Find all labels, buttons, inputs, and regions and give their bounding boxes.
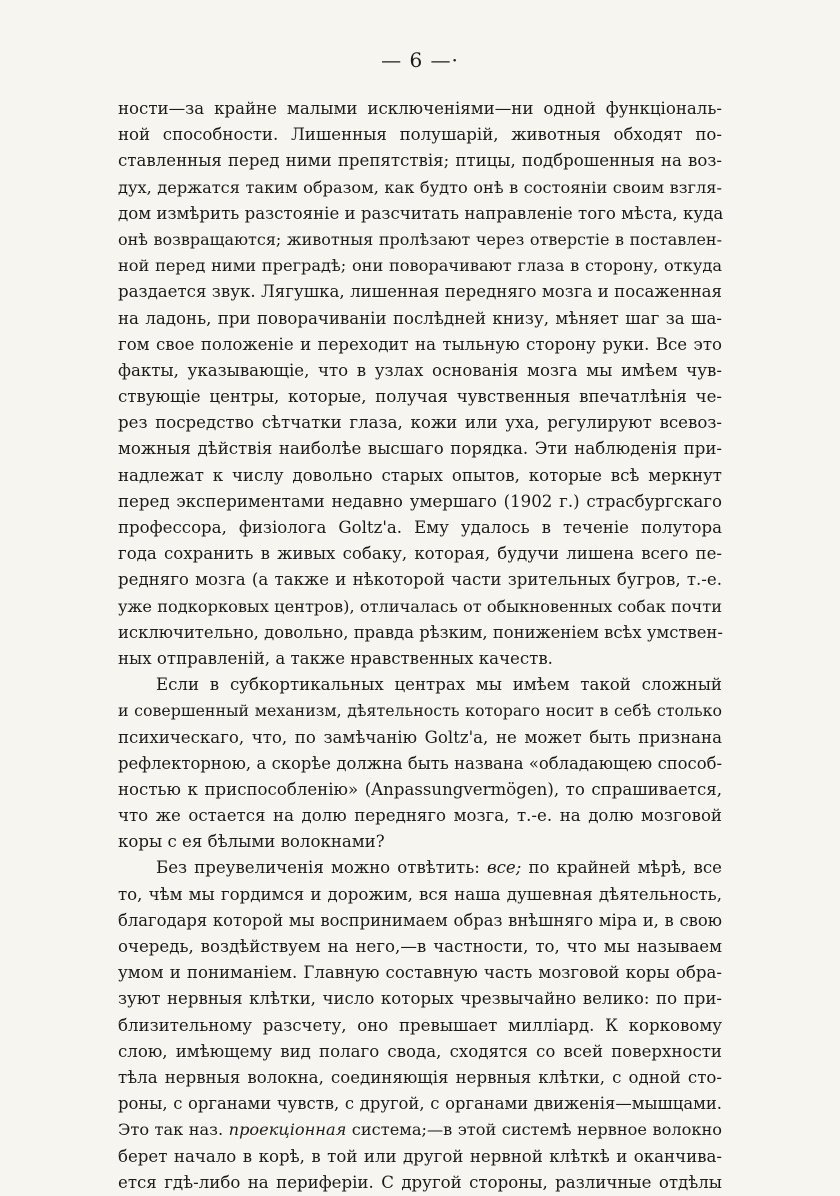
text-line: и совершенный механизм, дѣятельность котораго носит в себѣ столько: [118, 701, 722, 721]
text-line: тѣла нервныя волокна, соединяющія нервныя клѣтки, с одной сто-: [118, 1067, 722, 1087]
text-line: факты, указывающіе, что в узлах основанія мозга мы имѣем чув-: [118, 360, 722, 380]
italic-emphasis: все;: [486, 858, 522, 878]
text-line: редняго мозга (а также и нѣкоторой части зрительных бугров, т.-е.: [118, 570, 722, 590]
text-line: ется гдѣ-либо на периферіи. С другой стороны, различные отдѣлы: [118, 1172, 722, 1192]
italic-emphasis: проекціонная: [228, 1120, 347, 1140]
text-line: психическаго, что, по замѣчанію Goltz'a, не может быть признана: [118, 727, 722, 747]
text-line: коры с ея бѣлыми волокнами?: [118, 832, 385, 852]
text-line: перед экспериментами недавно умершаго (1902 г.) страсбургскаго: [118, 491, 722, 511]
text-line: [118, 1117, 722, 1143]
text-line: профессора, физіолога Goltz'a. Ему удалось в теченіе полутора: [118, 518, 722, 537]
text-line: можныя дѣйствія наиболѣе высшаго порядка. Эти наблюденія при-: [118, 439, 722, 459]
text-line: близительному разсчету, оно превышает милліард. К корковому: [118, 1015, 722, 1035]
text-line: ной способности. Лишенныя полушарій, животныя обходят по-: [118, 125, 722, 145]
text-line: ставленныя перед ними препятствія; птицы, подброшенныя на воз-: [118, 151, 722, 171]
text-line: ной перед ними преградѣ; они поворачивают глаза в сторону, откуда: [118, 256, 722, 276]
page-number: — 6 —·: [381, 48, 459, 72]
text-line: роны, с органами чувств, с другой, с органами движенія—мышцами.: [118, 1094, 722, 1114]
text-line: ствующіе центры, которые, получая чувственныя впечатлѣнія че-: [118, 387, 722, 407]
text-line: ности—за крайне малыми исключеніями—ни одной функціональ-: [118, 99, 722, 118]
body-text: [118, 96, 722, 1196]
text-line: исключительно, довольно, правда рѣзким, пониженіем всѣх умствен-: [118, 622, 723, 642]
text-line: надлежат к числу довольно старых опытов, которые всѣ меркнут: [118, 465, 722, 485]
text-segment: по крайней мѣрѣ, все: [521, 858, 722, 878]
text-segment: Это так наз.: [118, 1120, 229, 1140]
text-line: уже подкорковых центров), отличалась от обыкновенных собак почти: [118, 596, 722, 616]
text-line: рефлекторною, а скорѣе должна быть названа «обладающею способ-: [118, 753, 722, 773]
text-line: онѣ возвращаются; животныя пролѣзают через отверстіе в поставлен-: [118, 229, 722, 249]
text-line: дом измѣрить разстояніе и разсчитать направленіе того мѣста, куда: [118, 203, 724, 223]
text-line: [118, 855, 722, 881]
text-line: то, чѣм мы гордимся и дорожим, вся наша душевная дѣятельность,: [118, 884, 722, 904]
text-line: на ладонь, при поворачиваніи послѣдней книзу, мѣняет шаг за ша-: [118, 308, 722, 328]
text-line: что же остается на долю передняго мозга, т.-е. на долю мозговой: [118, 806, 722, 826]
text-segment: Без преувеличенія можно отвѣтить:: [156, 858, 487, 878]
text-line: благодаря которой мы воспринимаем образ внѣшняго міра и, в свою: [118, 910, 722, 930]
text-line: года сохранить в живых собаку, которая, будучи лишена всего пе-: [118, 544, 722, 564]
text-line: рез посредство сѣтчатки глаза, кожи или уха, регулируют всевоз-: [118, 413, 722, 433]
text-line: очередь, воздѣйствуем на него,—в частности, то, что мы называем: [118, 937, 722, 956]
text-line: слою, имѣющему вид полаго свода, сходятся со всей поверхности: [118, 1041, 722, 1061]
text-line: ных отправленій, а также нравственных качеств.: [118, 648, 553, 668]
text-line: зуют нервныя клѣтки, число которых чрезвычайно велико: по при-: [118, 989, 722, 1009]
text-line: гом свое положеніе и переходит на тыльную сторону руки. Все это: [118, 334, 722, 354]
text-line: дух, держатся таким образом, как будто онѣ в состояніи своим взгля-: [118, 177, 722, 197]
text-line: Если в субкортикальных центрах мы имѣем такой сложный: [156, 675, 722, 695]
text-line: раздается звук. Лягушка, лишенная передняго мозга и посаженная: [118, 282, 722, 302]
text-line: ностью к приспособленію» (Anpassungvermögen), то спрашивается,: [118, 779, 722, 799]
text-line: берет начало в корѣ, в той или другой нервной клѣткѣ и оканчива-: [118, 1146, 722, 1166]
text-line: умом и пониманіем. Главную составную часть мозговой коры обра-: [118, 963, 722, 983]
text-segment: система;—в этой системѣ нервное волокно: [346, 1120, 722, 1140]
